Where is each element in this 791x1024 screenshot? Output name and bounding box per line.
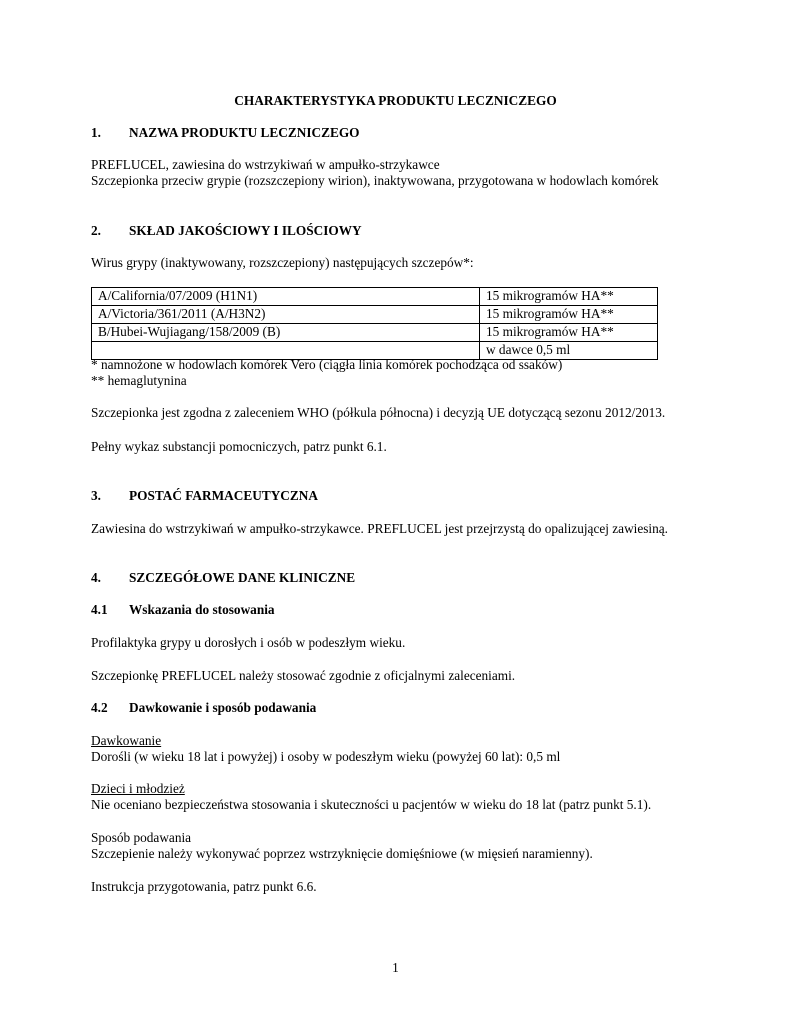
- section-2-heading: SKŁAD JAKOŚCIOWY I ILOŚCIOWY: [129, 223, 362, 238]
- section-1-heading: NAZWA PRODUKTU LECZNICZEGO: [129, 125, 360, 140]
- section-4-number: 4.: [91, 570, 101, 585]
- section-1-number: 1.: [91, 125, 101, 140]
- table-row: [92, 306, 658, 324]
- subsection-4-1-number: 4.1: [91, 602, 108, 617]
- section-3-heading: POSTAĆ FARMACEUTYCZNA: [129, 488, 318, 503]
- section-4-heading: SZCZEGÓŁOWE DANE KLINICZNE: [129, 570, 356, 585]
- preparation-reference: Instrukcja przygotowania, patrz punkt 6.6.: [91, 879, 317, 894]
- document-title: CHARAKTERYSTYKA PRODUKTU LECZNICZEGO: [234, 93, 557, 108]
- strain-dose-cell: 15 mikrogramów HA**: [480, 288, 658, 306]
- page-number: 1: [392, 960, 399, 975]
- strains-intro: Wirus grypy (inaktywowany, rozszczepiony) następujących szczepów*:: [91, 255, 474, 270]
- administration-text: Szczepienie należy wykonywać poprzez wstrzyknięcie domięśniowe (w mięsień naramienny).: [91, 846, 593, 861]
- children-label: Dzieci i młodzież: [91, 781, 185, 796]
- strain-name-cell: A/Victoria/361/2011 (A/H3N2): [92, 306, 480, 324]
- section-2-number: 2.: [91, 223, 101, 238]
- subsection-4-2-number: 4.2: [91, 700, 108, 715]
- product-description-line: Szczepionka przeciw grypie (rozszczepiony wirion), inaktywowana, przygotowana w hodowlach komórek: [91, 173, 659, 188]
- who-compliance-paragraph: Szczepionka jest zgodna z zaleceniem WHO (półkula północna) i decyzją UE dotyczącą sezonu 2012/2013.: [91, 405, 666, 420]
- excipients-reference: Pełny wykaz substancji pomocniczych, patrz punkt 6.1.: [91, 439, 387, 454]
- administration-label: Sposób podawania: [91, 830, 192, 845]
- strain-name-cell: B/Hubei-Wujiagang/158/2009 (B): [92, 324, 480, 342]
- dose-volume-cell: w dawce 0,5 ml: [480, 342, 658, 360]
- section-3-number: 3.: [91, 488, 101, 503]
- table-row: [92, 288, 658, 306]
- product-name-line: PREFLUCEL, zawiesina do wstrzykiwań w ampułko-strzykawce: [91, 157, 440, 172]
- strains-table: [91, 287, 658, 360]
- children-text: Nie oceniano bezpieczeństwa stosowania i skuteczności u pacjentów w wieku do 18 lat (patrz punkt 5.1).: [91, 797, 652, 812]
- table-row: [92, 324, 658, 342]
- official-recommendations-paragraph: Szczepionkę PREFLUCEL należy stosować zgodnie z oficjalnymi zaleceniami.: [91, 668, 516, 683]
- strain-name-cell: A/California/07/2009 (H1N1): [92, 288, 480, 306]
- footnote-vero: * namnożone w hodowlach komórek Vero (ciągła linia komórek pochodząca od ssaków): [91, 357, 563, 372]
- indication-paragraph: Profilaktyka grypy u dorosłych i osób w podeszłym wieku.: [91, 635, 406, 650]
- dosage-text: Dorośli (w wieku 18 lat i powyżej) i osoby w podeszłym wieku (powyżej 60 lat): 0,5 ml: [91, 749, 561, 764]
- strain-dose-cell: 15 mikrogramów HA**: [480, 306, 658, 324]
- strain-dose-cell: 15 mikrogramów HA**: [480, 324, 658, 342]
- subsection-4-1-heading: Wskazania do stosowania: [129, 602, 275, 617]
- dosage-label: Dawkowanie: [91, 733, 162, 748]
- footnote-hemagglutinin: ** hemaglutynina: [91, 373, 187, 388]
- pharmaceutical-form-paragraph: Zawiesina do wstrzykiwań w ampułko-strzykawce. PREFLUCEL jest przejrzystą do opalizującej zawiesiną.: [91, 521, 669, 536]
- subsection-4-2-heading: Dawkowanie i sposób podawania: [129, 700, 317, 715]
